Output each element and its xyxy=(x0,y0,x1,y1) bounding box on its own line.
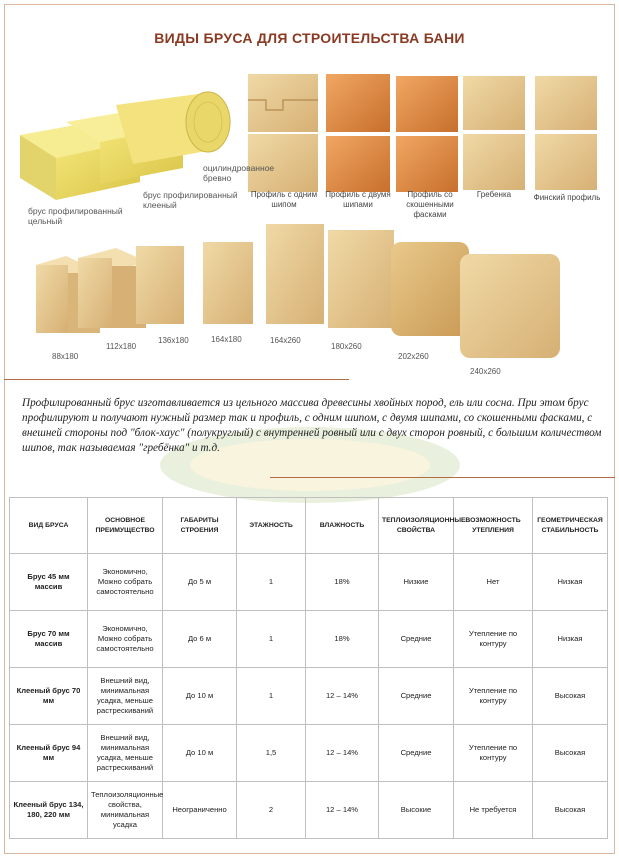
size-label: 88x180 xyxy=(52,352,79,361)
divider-bottom xyxy=(270,477,615,478)
table-cell: Средние xyxy=(379,611,454,668)
profile-beveled-drawing xyxy=(396,76,458,192)
table-cell: Высокая xyxy=(533,782,608,839)
label-comb: Гребенка xyxy=(476,190,512,199)
label-one-tenon: Профиль с одним шипом xyxy=(250,190,318,209)
comparison-table xyxy=(9,497,608,839)
round-log-drawing xyxy=(116,92,230,164)
table-cell: 18% xyxy=(306,554,379,611)
table-row xyxy=(10,611,608,668)
profile-comb-drawing xyxy=(463,76,525,190)
table-cell: 1 xyxy=(237,611,306,668)
table-row xyxy=(10,782,608,839)
table-cell: Утепление по контуру xyxy=(454,725,533,782)
size-label: 240x260 xyxy=(470,367,501,376)
table-cell: 1 xyxy=(237,554,306,611)
table-cell: Утепление по контуру xyxy=(454,611,533,668)
table-cell: 18% xyxy=(306,611,379,668)
label-beveled: Профиль со скошенными фасками xyxy=(406,190,454,219)
label-round-log: оцилиндрованное бревно xyxy=(203,163,275,183)
table-cell: Клееный брус 134, 180, 220 мм xyxy=(10,782,88,839)
table-cell: Клееный брус 70 мм xyxy=(10,668,88,725)
table-cell: До 6 м xyxy=(163,611,237,668)
table-cell: Утепление по контуру xyxy=(454,668,533,725)
label-glued-beam: брус профилированный клееный xyxy=(143,190,238,210)
table-cell: Брус 70 мм массив xyxy=(10,611,88,668)
description-paragraph: Профилированный брус изготавливается из цельного массива древесины хвойных пород, ель или сосна. При этом брус профилируют и получают нужный размер так и профиль, с одним шипом, с двумя шипами, со скошенными фасками, с внешней стороны под "блок-хаус" (полукруглый) с внутренней ровный или с двух сторон ровный, с большим количеством шипов, так называемая "гребёнка" и т.д. xyxy=(22,397,602,454)
table-cell: Экономично, Можно собрать самостоятельно xyxy=(88,554,163,611)
table-cell: Не требуется xyxy=(454,782,533,839)
page-title: ВИДЫ БРУСА ДЛЯ СТРОИТЕЛЬСТВА БАНИ xyxy=(154,30,465,46)
table-header-row xyxy=(10,498,608,554)
label-finnish: Финский профиль xyxy=(533,193,601,202)
table-row xyxy=(10,725,608,782)
size-label: 112x180 xyxy=(106,342,137,351)
table-cell: 12 – 14% xyxy=(306,782,379,839)
header-cell: ОСНОВНОЕ ПРЕИМУЩЕСТВО xyxy=(88,498,163,554)
divider-top xyxy=(4,379,349,380)
timber-illustration xyxy=(8,60,611,375)
header-cell: ЭТАЖНОСТЬ xyxy=(237,498,306,554)
table-cell: 12 – 14% xyxy=(306,725,379,782)
table-cell: 12 – 14% xyxy=(306,668,379,725)
table-cell: До 10 м xyxy=(163,668,237,725)
table-cell: 1 xyxy=(237,668,306,725)
table-cell: До 5 м xyxy=(163,554,237,611)
profile-two-tenons-drawing xyxy=(326,74,390,192)
table-cell: Средние xyxy=(379,668,454,725)
table-cell: До 10 м xyxy=(163,725,237,782)
table-cell: Низкая xyxy=(533,611,608,668)
table-cell: Нет xyxy=(454,554,533,611)
header-cell: ГАБАРИТЫ СТРОЕНИЯ xyxy=(163,498,237,554)
table-cell: Низкая xyxy=(533,554,608,611)
size-label: 180x260 xyxy=(331,342,362,351)
profile-finnish-drawing xyxy=(535,76,597,190)
header-cell: ВИД БРУСА xyxy=(10,498,88,554)
table-cell: Экономично, Можно собрать самостоятельно xyxy=(88,611,163,668)
size-label: 164x180 xyxy=(211,335,242,344)
table-cell: Высокие xyxy=(379,782,454,839)
table-row xyxy=(10,554,608,611)
table-cell: Брус 45 мм массив xyxy=(10,554,88,611)
table-cell: Неограниченно xyxy=(163,782,237,839)
label-two-tenons: Профиль с двумя шипами xyxy=(325,190,391,209)
label-solid-beam: брус профилированный цельный xyxy=(28,206,123,226)
table-cell: Теплоизоляционные свойства, минимальная усадка xyxy=(88,782,163,839)
header-cell: ВОЗМОЖНОСТЬ УТЕПЛЕНИЯ xyxy=(454,498,533,554)
header-cell: ГЕОМЕТРИЧЕСКАЯ СТАБИЛЬНОСТЬ xyxy=(533,498,608,554)
table-row xyxy=(10,668,608,725)
table-cell: Клееный брус 94 мм xyxy=(10,725,88,782)
size-label: 202x260 xyxy=(398,352,429,361)
table-cell: Внешний вид, минимальная усадка, меньше растрескиваний xyxy=(88,668,163,725)
table-cell: Высокая xyxy=(533,725,608,782)
table-cell: Средние xyxy=(379,725,454,782)
table-cell: Высокая xyxy=(533,668,608,725)
size-label: 136x180 xyxy=(158,336,189,345)
header-cell: ТЕПЛОИЗОЛЯЦИОННЫЕ СВОЙСТВА xyxy=(379,498,454,554)
header-cell: ВЛАЖНОСТЬ xyxy=(306,498,379,554)
size-label: 164x260 xyxy=(270,336,301,345)
table-cell: Внешний вид, минимальная усадка, меньше растрескиваний xyxy=(88,725,163,782)
table-cell: 2 xyxy=(237,782,306,839)
table-cell: 1,5 xyxy=(237,725,306,782)
table-cell: Низкие xyxy=(379,554,454,611)
